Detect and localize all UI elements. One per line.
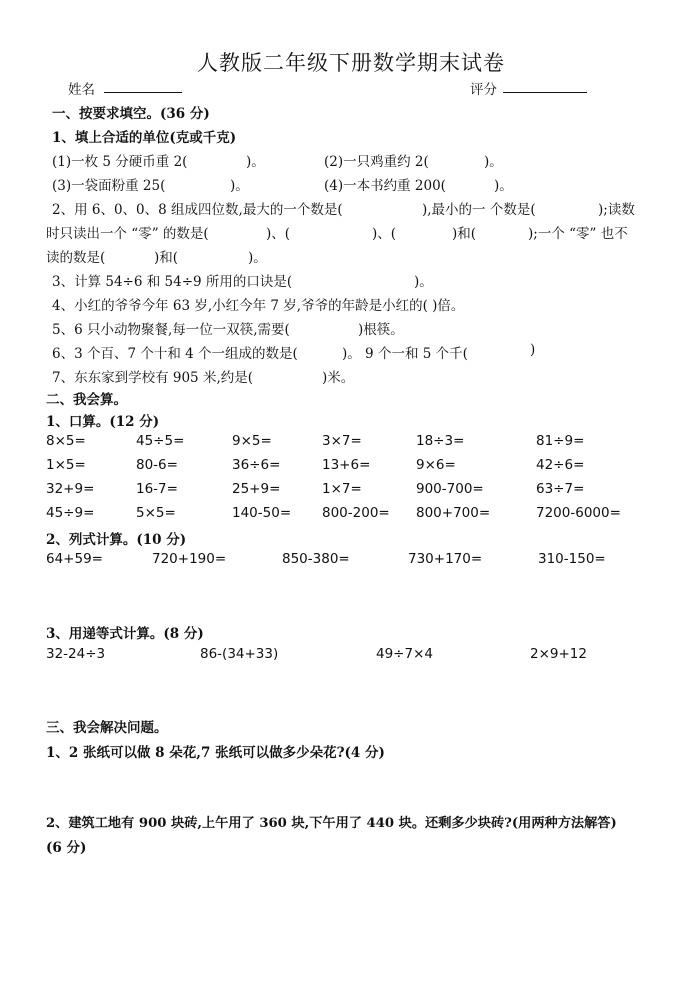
- q5-text: 5、6 只小动物聚餐,每一位一双筷,需要(: [52, 322, 290, 338]
- q1-item-2-end: )。: [484, 154, 503, 170]
- q6-middle: )。 9 个一和 5 个千(: [342, 346, 468, 362]
- oral-item: 81÷9=: [536, 433, 585, 449]
- q1-item-2: (2)一只鸡重约 2(: [324, 154, 429, 170]
- oral-heading: 1、口算。(12 分): [46, 414, 160, 430]
- stepwise-heading: 3、用递等式计算。(8 分): [46, 626, 204, 642]
- q4-text: 4、小红的爷爷今年 63 岁,小红今年 7 岁,爷爷的年龄是小红的( )倍。: [52, 298, 465, 314]
- oral-item: 5×5=: [136, 505, 176, 521]
- stepwise-item: 2×9+12: [530, 646, 587, 662]
- q1-item-4-end: )。: [494, 178, 513, 194]
- stepwise-item: 49÷7×4: [376, 646, 433, 662]
- oral-item: 1×7=: [322, 481, 362, 497]
- section-1-heading: 一、按要求填空。(36 分): [52, 106, 210, 122]
- oral-item: 45÷5=: [136, 433, 185, 449]
- oral-item: 9×5=: [232, 433, 272, 449]
- q6-end: ): [530, 342, 536, 358]
- q2-line2-d: )和(: [452, 226, 477, 242]
- oral-item: 36÷6=: [232, 457, 281, 473]
- q7-text: 7、东东家到学校有 905 米,约是(: [52, 370, 253, 386]
- oral-item: 63÷7=: [536, 481, 585, 497]
- q2-line2-a: 时只读出一个 “零” 的数是(: [46, 226, 209, 242]
- problem-2: 2、建筑工地有 900 块砖,上午用了 360 块,下午用了 440 块。还剩多少块砖?(用两种方法解答): [46, 816, 617, 831]
- column-calc-item: 730+170=: [408, 551, 483, 567]
- oral-item: 800+700=: [416, 505, 491, 521]
- score-label: 评分: [470, 82, 497, 98]
- oral-item: 32+9=: [46, 481, 95, 497]
- oral-item: 9×6=: [416, 457, 456, 473]
- q3-end: )。: [414, 274, 433, 290]
- q2-line2-e: );一个 “零” 也不: [528, 226, 628, 242]
- q1-item-1-end: )。: [246, 154, 265, 170]
- q3-text: 3、计算 54÷6 和 54÷9 所用的口诀是(: [52, 274, 293, 290]
- column-calc-item: 64+59=: [46, 551, 103, 567]
- oral-item: 900-700=: [416, 481, 484, 497]
- column-calc-item: 720+190=: [152, 551, 227, 567]
- q7-end: )米。: [322, 370, 355, 386]
- oral-item: 1×5=: [46, 457, 86, 473]
- q1-item-1: (1)一枚 5 分硬币重 2(: [52, 154, 188, 170]
- name-label: 姓名: [68, 82, 95, 98]
- q6-text: 6、3 个百、7 个十和 4 个一组成的数是(: [52, 346, 298, 362]
- exam-title: 人教版二年级下册数学期末试卷: [197, 51, 505, 75]
- oral-item: 25+9=: [232, 481, 281, 497]
- oral-item: 18÷3=: [416, 433, 465, 449]
- stepwise-item: 86-(34+33): [200, 646, 279, 662]
- q2-line3-a: 读的数是(: [46, 250, 106, 266]
- q2-line1-c: );读数: [598, 202, 635, 218]
- q2-line3-b: )和(: [154, 250, 179, 266]
- oral-item: 3×7=: [322, 433, 362, 449]
- section-3-heading: 三、我会解决问题。: [46, 720, 168, 736]
- q5-end: )根筷。: [358, 322, 404, 338]
- oral-item: 45÷9=: [46, 505, 95, 521]
- q2-line3-c: )。: [248, 250, 267, 266]
- oral-item: 42÷6=: [536, 457, 585, 473]
- score-field-line[interactable]: [503, 92, 587, 93]
- problem-2-points: (6 分): [46, 840, 87, 856]
- name-field-line[interactable]: [104, 92, 182, 93]
- column-calc-item: 310-150=: [538, 551, 606, 567]
- section-2-heading: 二、我会算。: [46, 392, 127, 408]
- column-calc-item: 850-380=: [282, 551, 350, 567]
- oral-item: 800-200=: [322, 505, 390, 521]
- q2-line1-b: ),最小的一 个数是(: [422, 202, 536, 218]
- q2-line1-a: 2、用 6、0、0、8 组成四位数,最大的一个数是(: [52, 202, 343, 218]
- stepwise-item: 32-24÷3: [46, 646, 106, 662]
- oral-item: 16-7=: [136, 481, 178, 497]
- q1-item-3: (3)一袋面粉重 25(: [52, 178, 166, 194]
- oral-item: 7200-6000=: [536, 505, 621, 521]
- q1-item-4: (4)一本书约重 200(: [324, 178, 446, 194]
- oral-item: 140-50=: [232, 505, 292, 521]
- q1-heading: 1、填上合适的单位(克或千克): [52, 130, 237, 146]
- q1-item-3-end: )。: [230, 178, 249, 194]
- oral-item: 13+6=: [322, 457, 371, 473]
- oral-item: 8×5=: [46, 433, 86, 449]
- problem-1: 1、2 张纸可以做 8 朵花,7 张纸可以做多少朵花?(4 分): [46, 745, 385, 761]
- column-calc-heading: 2、列式计算。(10 分): [46, 532, 187, 548]
- oral-item: 80-6=: [136, 457, 178, 473]
- q2-line2-b: )、(: [266, 226, 291, 242]
- q2-line2-c: )、(: [372, 226, 397, 242]
